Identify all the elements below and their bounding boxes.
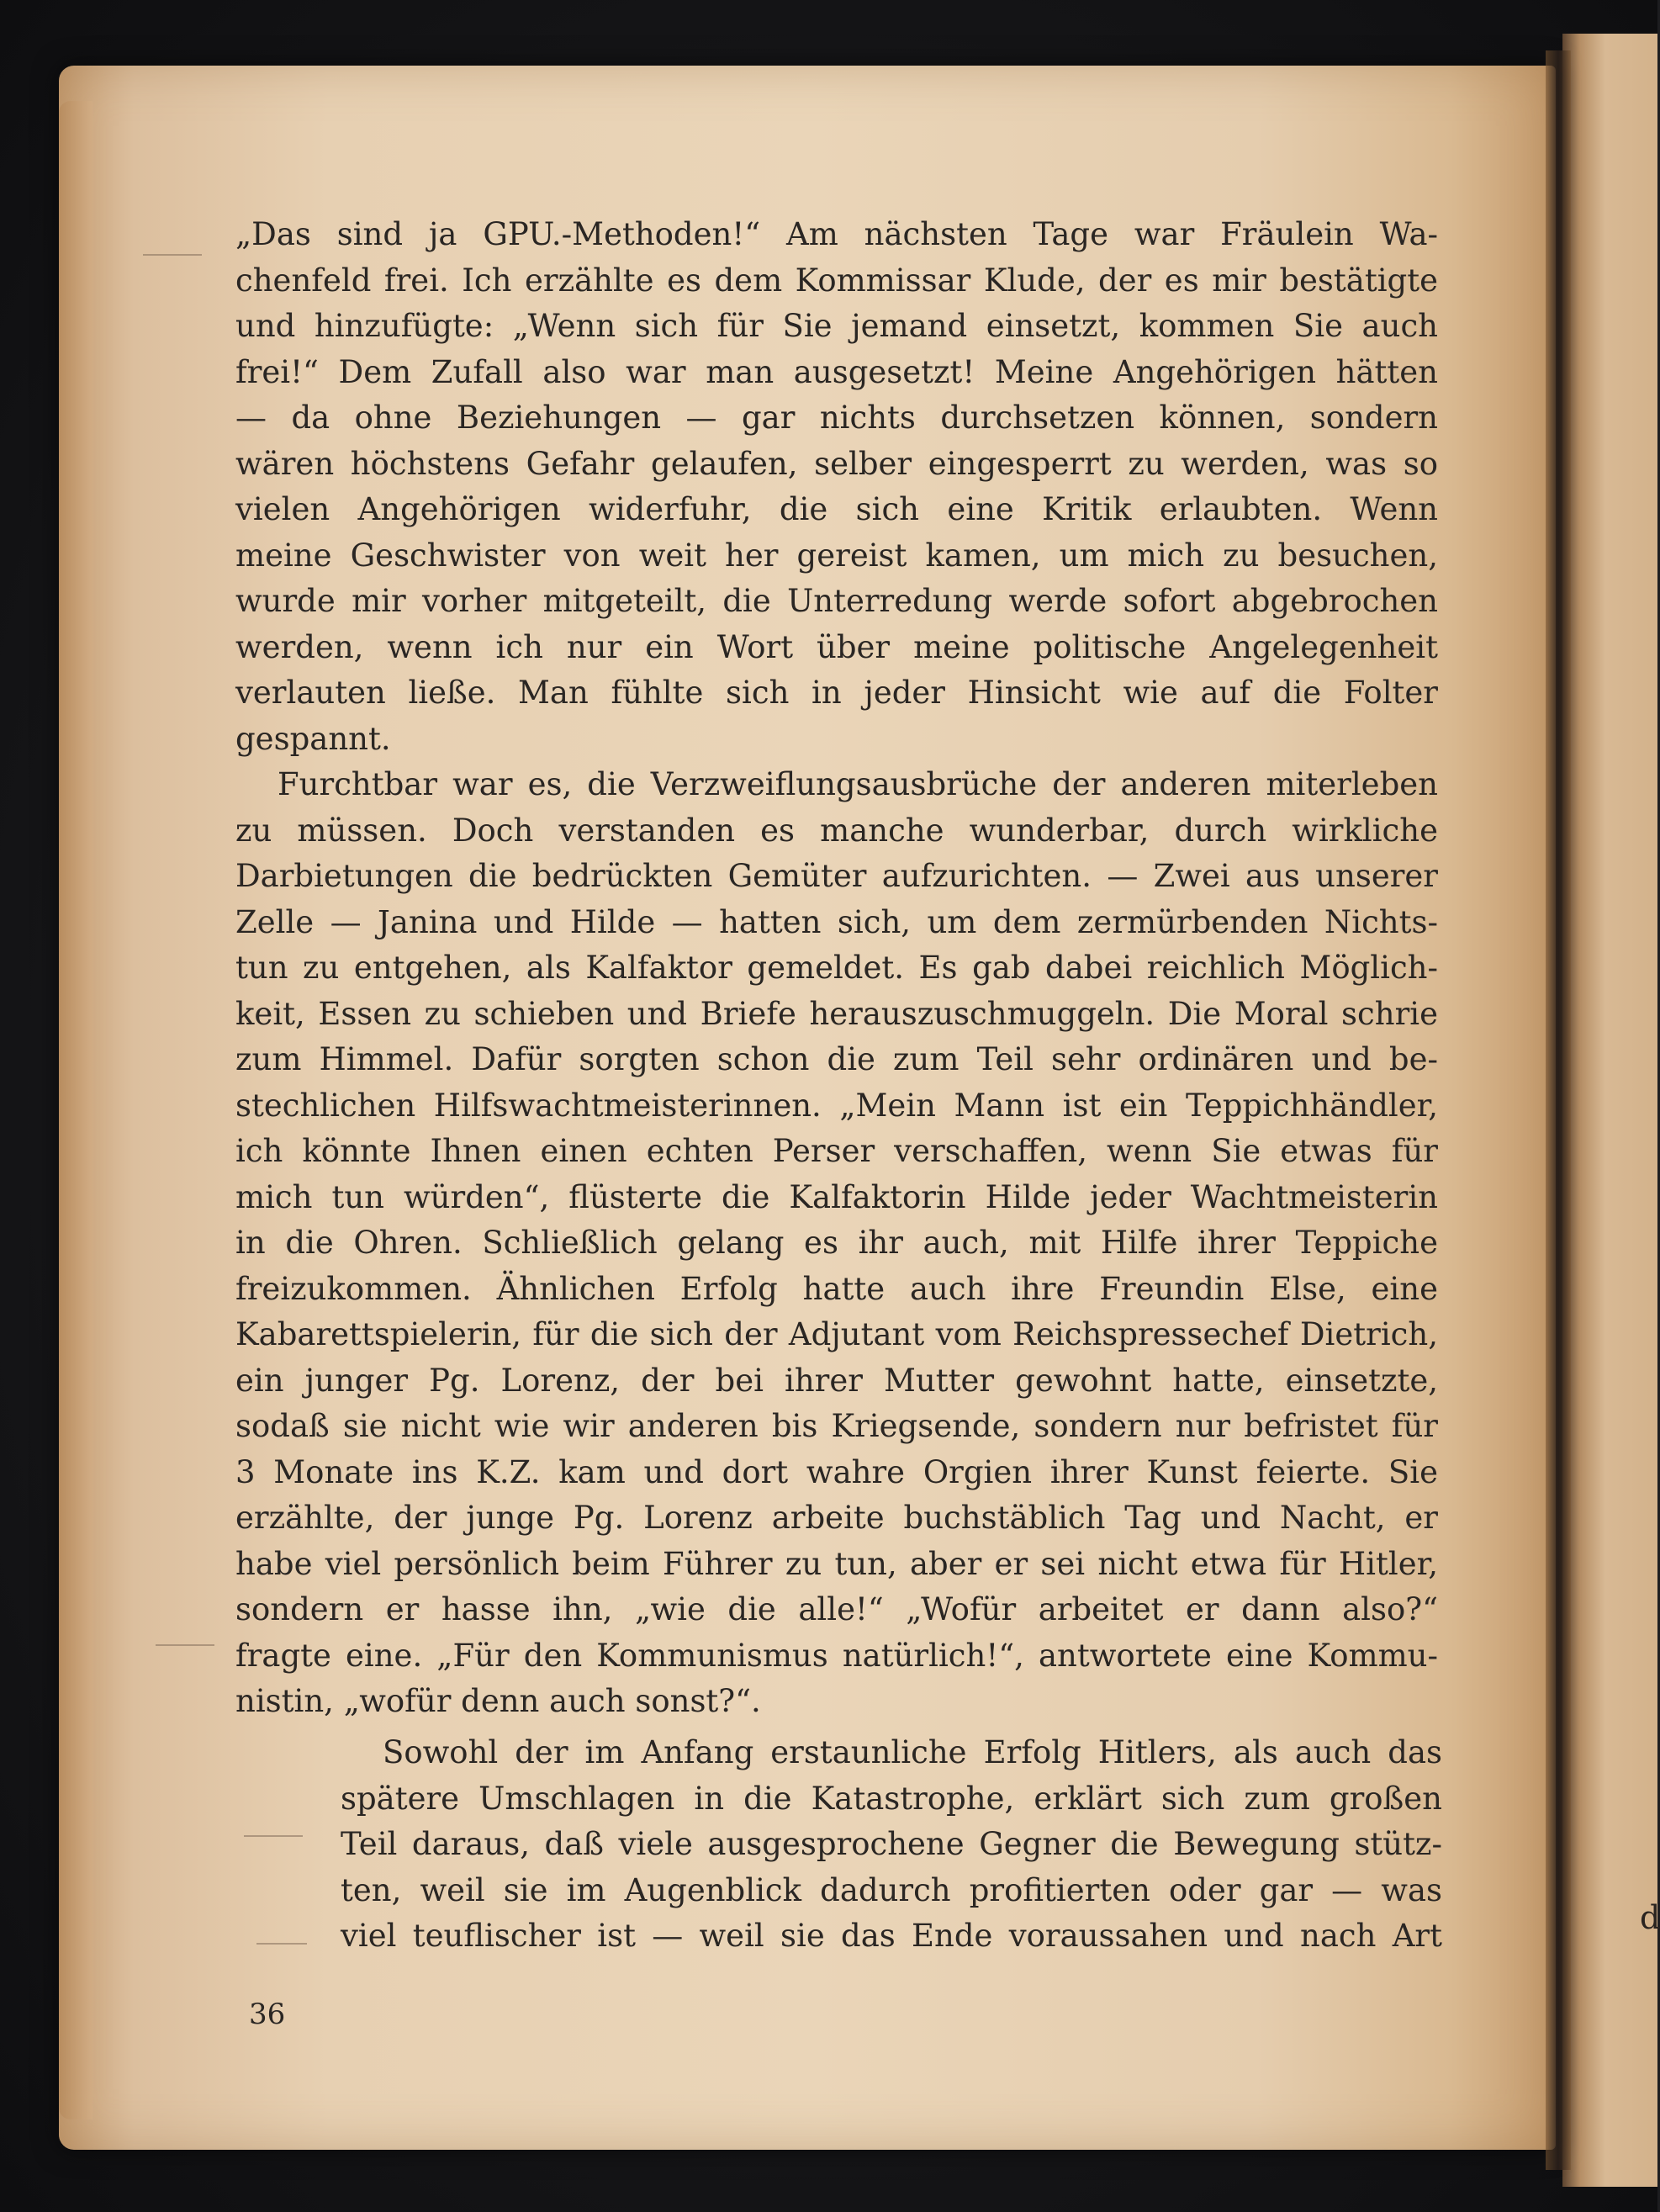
text-line: habe viel persönlich beim Führer zu tun, aber er sei nicht etwa für Hitler, — [235, 1545, 1438, 1582]
text-line: gespannt. — [235, 720, 391, 757]
body-text — [235, 212, 1438, 1725]
text-line: und hinzufügte: „Wenn sich für Sie jemand einsetzt, kommen Sie auch — [235, 308, 1438, 344]
text-line: ich könnte Ihnen einen echten Perser verschaffen, wenn Sie etwas für — [235, 1133, 1438, 1169]
paragraph-2 — [235, 762, 1438, 1725]
text-line: Kabarettspielerin, für die sich der Adjutant vom Reichspressechef Dietrich, — [235, 1316, 1438, 1352]
text-line: zu müssen. Doch verstanden es manche wunderbar, durch wirkliche — [235, 812, 1438, 849]
text-line: ein junger Pg. Lorenz, der bei ihrer Mutter gewohnt hatte, einsetzte, — [235, 1362, 1438, 1399]
adjacent-page-text: d — [1640, 1899, 1660, 1936]
text-line: vielen Angehörigen widerfuhr, die sich eine Kritik erlaubten. Wenn — [235, 491, 1438, 527]
text-line: tun zu entgehen, als Kalfaktor gemeldet. Es gab dabei reichlich Möglich- — [235, 950, 1438, 986]
book-gutter — [1546, 50, 1571, 2170]
text-line: viel teuflischer ist — weil sie das Ende voraussahen und nach Art — [341, 1918, 1442, 1954]
text-line: „Das sind ja GPU.-Methoden!“ Am nächsten Tage war Fräulein Wa- — [235, 216, 1438, 252]
margin-mark — [244, 1835, 303, 1837]
margin-mark — [156, 1644, 214, 1646]
text-line: chenfeld frei. Ich erzählte es dem Kommissar Klude, der es mir bestätigte — [235, 262, 1438, 299]
page-edge — [59, 101, 93, 2119]
text-line: verlauten ließe. Man fühlte sich in jeder Hinsicht wie auf die Folter — [235, 675, 1438, 711]
text-line: sondern er hasse ihn, „wie die alle!“ „Wofür arbeitet er dann also?“ — [235, 1591, 1438, 1627]
page-number: 36 — [249, 1998, 286, 2031]
paragraph-1 — [235, 212, 1438, 762]
text-line: Teil daraus, daß viele ausgesprochene Gegner die Bewegung stütz- — [341, 1826, 1442, 1862]
text-line: spätere Umschlagen in die Katastrophe, erklärt sich zum großen — [341, 1780, 1442, 1817]
text-line: keit, Essen zu schieben und Briefe herauszuschmuggeln. Die Moral schrie — [235, 995, 1438, 1032]
text-line: stechlichen Hilfswachtmeisterinnen. „Mein Mann ist ein Teppichhändler, — [235, 1087, 1438, 1124]
text-line: Darbietungen die bedrückten Gemüter aufzurichten. — Zwei aus unserer — [235, 858, 1438, 894]
text-line: zum Himmel. Dafür sorgten schon die zum Teil sehr ordinären und be- — [235, 1041, 1438, 1077]
text-line: Furchtbar war es, die Verzweiflungsausbrüche der anderen miterleben — [278, 766, 1438, 802]
text-line: frei!“ Dem Zufall also war man ausgesetzt! Meine Angehörigen hätten — [235, 353, 1438, 390]
text-line: freizukommen. Ähnlichen Erfolg hatte auch ihre Freundin Else, eine — [235, 1270, 1438, 1307]
text-line: Zelle — Janina und Hilde — hatten sich, um dem zermürbenden Nichts- — [235, 903, 1438, 940]
text-line: Sowohl der im Anfang erstaunliche Erfolg Hitlers, als auch das — [383, 1734, 1442, 1770]
margin-mark — [143, 254, 202, 256]
text-line: mich tun würden“, flüsterte die Kalfaktorin Hilde jeder Wachtmeisterin — [235, 1178, 1438, 1215]
text-line: ten, weil sie im Augenblick dadurch profitierten oder gar — was — [341, 1871, 1442, 1908]
indented-passage — [341, 1730, 1442, 1960]
text-line: fragte eine. „Für den Kommunismus natürlich!“, antwortete eine Kommu- — [235, 1637, 1438, 1674]
margin-mark — [256, 1943, 307, 1945]
text-line: nistin, „wofür denn auch sonst?“. — [235, 1683, 761, 1719]
text-line: sodaß sie nicht wie wir anderen bis Kriegsende, sondern nur befristet für — [235, 1408, 1438, 1444]
text-line: erzählte, der junge Pg. Lorenz arbeite buchstäblich Tag und Nacht, er — [235, 1500, 1438, 1536]
text-line: in die Ohren. Schließlich gelang es ihr auch, mit Hilfe ihrer Teppiche — [235, 1225, 1438, 1261]
text-line: — da ohne Beziehungen — gar nichts durchsetzen können, sondern — [235, 400, 1438, 436]
text-line: werden, wenn ich nur ein Wort über meine politische Angelegenheit — [235, 628, 1438, 665]
text-line: 3 Monate ins K.Z. kam und dort wahre Orgien ihrer Kunst feierte. Sie — [235, 1453, 1438, 1490]
adjacent-page — [1562, 34, 1657, 2187]
text-line: meine Geschwister von weit her gereist kamen, um mich zu besuchen, — [235, 537, 1438, 574]
text-line: wurde mir vorher mitgeteilt, die Unterredung werde sofort abgebrochen — [235, 583, 1438, 619]
text-line: wären höchstens Gefahr gelaufen, selber eingesperrt zu werden, was so — [235, 445, 1438, 482]
